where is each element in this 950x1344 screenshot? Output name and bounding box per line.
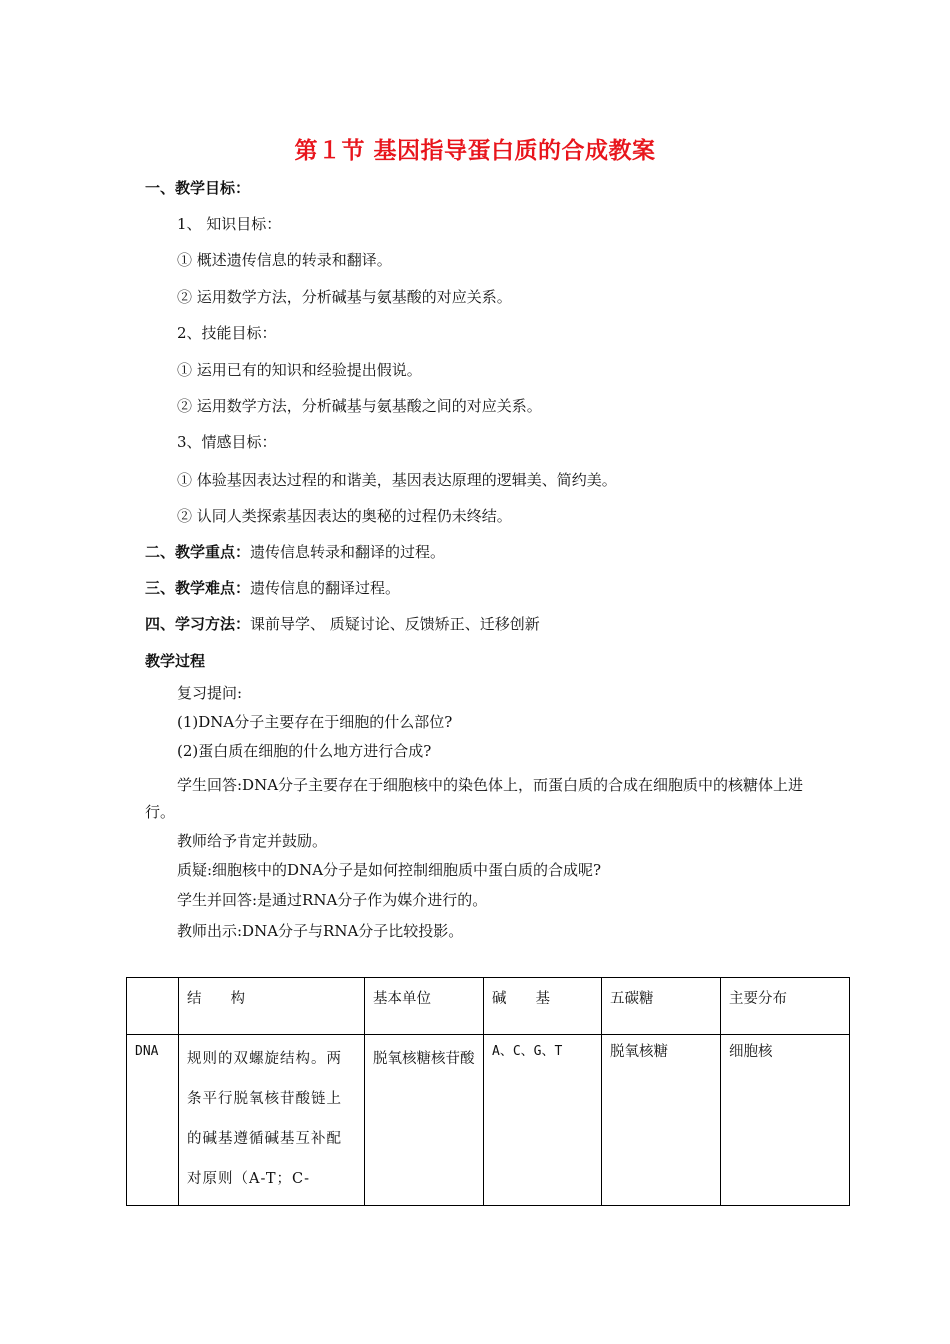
section-2-text: 遗传信息转录和翻译的过程。 (250, 543, 446, 561)
section-4 (145, 614, 540, 634)
section-2 (145, 542, 445, 562)
process-paragraph-8: 教师出示:DNA分子与RNA分子比较投影。 (177, 922, 464, 940)
table-header-cell: 主要分布 (721, 978, 850, 1035)
table-header-cell: 结 构 (179, 978, 365, 1035)
table-cell: 脱氧核糖核苷酸 (365, 1035, 484, 1206)
skill-goal-heading: 2、技能目标： (177, 324, 277, 342)
table-cell: DNA (127, 1035, 179, 1206)
process-paragraph-1: 复习提问: (177, 684, 243, 702)
section-3-text: 遗传信息的翻译过程。 (250, 579, 401, 597)
emotion-goal-item-2: ② 认同人类探索基因表达的奥秘的过程仍未终结。 (177, 507, 512, 525)
process-paragraph-7: 学生并回答:是通过RNA分子作为媒介进行的。 (177, 891, 488, 909)
section-3 (145, 578, 400, 598)
emotion-goal-item-1: ① 体验基因表达过程的和谐美，基因表达原理的逻辑美、简约美。 (177, 471, 617, 489)
table-cell: A、C、G、T (484, 1035, 602, 1206)
knowledge-goal-item-1: ① 概述遗传信息的转录和翻译。 (177, 251, 392, 269)
knowledge-goal-heading: 1、 知识目标： (177, 215, 282, 233)
knowledge-goal-item-2: ② 运用数学方法，分析碱基与氨基酸的对应关系。 (177, 288, 512, 306)
skill-goal-item-2: ② 运用数学方法，分析碱基与氨基酸之间的对应关系。 (177, 397, 542, 415)
section-4-label: 四、学习方法： (145, 615, 251, 633)
dna-rna-comparison-table (126, 977, 850, 1206)
process-paragraph-5: 教师给予肯定并鼓励。 (177, 832, 328, 850)
process-paragraph-6: 质疑:细胞核中的DNA分子是如何控制细胞质中蛋白质的合成呢? (177, 861, 602, 879)
skill-goal-item-1: ① 运用已有的知识和经验提出假说。 (177, 361, 422, 379)
table-header-cell (127, 978, 179, 1035)
table-cell: 细胞核 (721, 1035, 850, 1206)
table-header-cell: 五碳糖 (602, 978, 721, 1035)
section-2-label: 二、教学重点： (145, 543, 251, 561)
table-header-cell: 碱 基 (484, 978, 602, 1035)
table-cell: 脱氧核糖 (602, 1035, 721, 1206)
process-paragraph-3: (2)蛋白质在细胞的什么地方进行合成? (177, 742, 432, 760)
process-paragraph-2: (1)DNA分子主要存在于细胞的什么部位? (177, 713, 453, 731)
section-1-heading: 一、教学目标： (145, 179, 251, 197)
emotion-goal-heading: 3、情感目标： (177, 433, 277, 451)
process-heading: 教学过程 (145, 652, 206, 670)
section-3-label: 三、教学难点： (145, 579, 251, 597)
section-4-text: 课前导学、 质疑讨论、反馈矫正、迁移创新 (250, 615, 540, 633)
table-header-row (127, 978, 850, 1035)
process-paragraph-4: 学生回答:DNA分子主要存在于细胞核中的染色体上，而蛋白质的合成在细胞质中的核糖体上进行。 (145, 776, 804, 821)
table-cell: 规则的双螺旋结构。两条平行脱氧核苷酸链上的碱基遵循碱基互补配对原则（A-T；C- (179, 1035, 365, 1206)
page-title: 第１节 基因指导蛋白质的合成教案 (294, 138, 656, 164)
table-header-cell: 基本单位 (365, 978, 484, 1035)
table-row (127, 1035, 850, 1206)
